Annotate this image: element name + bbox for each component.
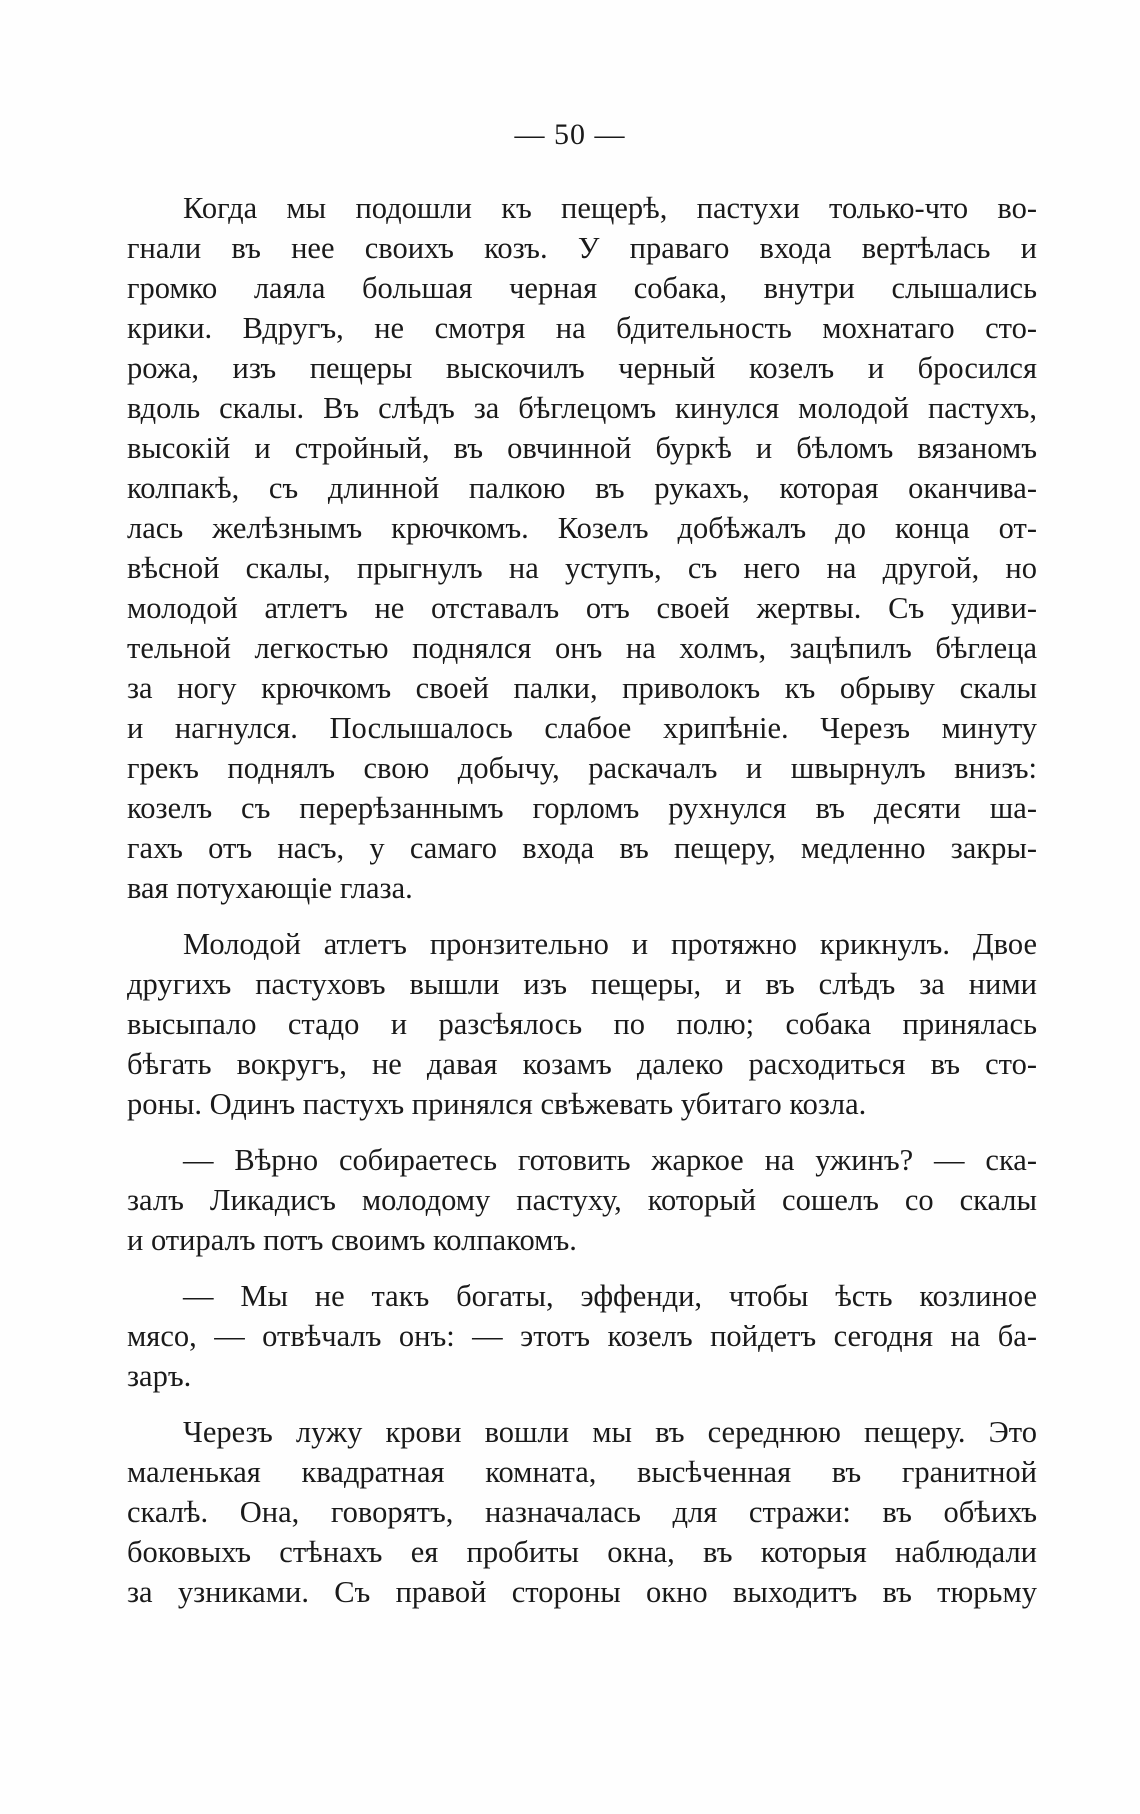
text-line: лась желѣзнымъ крючкомъ. Козелъ добѣжалъ до конца от- [127,511,1037,545]
body-text [127,188,1037,1612]
text-line: заръ. [127,1359,192,1393]
text-line: за узниками. Съ правой стороны окно выходитъ въ тюрьму [127,1575,1037,1609]
text-line: Черезъ лужу крови вошли мы въ середнюю пещеру. Это [183,1415,1037,1449]
text-line: гнали въ нее своихъ козъ. У праваго входа вертѣлась и [127,231,1037,265]
paragraph [127,1276,1037,1396]
text-line: — Вѣрно собираетесь готовить жаркое на ужинъ? — ска- [183,1143,1037,1177]
text-line: бѣгать вокругъ, не давая козамъ далеко расходиться въ сто- [127,1047,1037,1081]
text-line: залъ Ликадисъ молодому пастуху, который сошелъ со скалы [127,1183,1037,1217]
text-line: высыпало стадо и разсѣялось по полю; собака принялась [127,1007,1037,1041]
paragraph [127,1412,1037,1612]
text-line: боковыхъ стѣнахъ ея пробиты окна, въ которыя наблюдали [127,1535,1037,1569]
text-line: громко лаяла большая черная собака, внутри слышались [127,271,1037,305]
page-number: — 50 — [514,118,626,151]
paragraph [127,924,1037,1124]
text-line: скалѣ. Она, говорятъ, назначалась для стражи: въ обѣихъ [127,1495,1037,1529]
text-line: — Мы не такъ богаты, эффенди, чтобы ѣсть козлиное [183,1279,1037,1313]
text-line: маленькая квадратная комната, высѣченная въ гранитной [127,1455,1037,1489]
text-line: роны. Одинъ пастухъ принялся свѣжевать убитаго козла. [127,1087,867,1121]
text-line: Когда мы подошли къ пещерѣ, пастухи только-что во- [183,191,1037,225]
text-line: высокій и стройный, въ овчинной буркѣ и бѣломъ вязаномъ [127,431,1037,465]
text-line: грекъ поднялъ свою добычу, раскачалъ и швырнулъ внизъ: [127,751,1037,785]
text-line: за ногу крючкомъ своей палки, приволокъ къ обрыву скалы [127,671,1037,705]
text-line: рожа, изъ пещеры выскочилъ черный козелъ и бросился [127,351,1037,385]
text-line: мясо, — отвѣчалъ онъ: — этотъ козелъ пойдетъ сегодня на ба- [127,1319,1037,1353]
text-line: и нагнулся. Послышалось слабое хрипѣніе. Черезъ минуту [127,711,1037,745]
text-line: крики. Вдругъ, не смотря на бдительность мохнатаго сто- [127,311,1037,345]
text-line: тельной легкостью поднялся онъ на холмъ, зацѣпилъ бѣглеца [127,631,1037,665]
text-line: вдоль скалы. Въ слѣдъ за бѣглецомъ кинулся молодой пастухъ, [127,391,1037,425]
text-line: колпакѣ, съ длинной палкою въ рукахъ, которая оканчива- [127,471,1037,505]
text-line: молодой атлетъ не отставалъ отъ своей жертвы. Съ удиви- [127,591,1037,625]
text-line: и отиралъ потъ своимъ колпакомъ. [127,1223,577,1257]
text-line: козелъ съ перерѣзаннымъ горломъ рухнулся въ десяти ша- [127,791,1037,825]
text-line: другихъ пастуховъ вышли изъ пещеры, и въ слѣдъ за ними [127,967,1037,1001]
paragraph [127,1140,1037,1260]
text-line: Молодой атлетъ пронзительно и протяжно крикнулъ. Двое [183,927,1037,961]
paragraph [127,188,1037,908]
text-line: вѣсной скалы, прыгнулъ на уступъ, съ него на другой, но [127,551,1037,585]
text-line: вая потухающіе глаза. [127,871,413,905]
text-line: гахъ отъ насъ, у самаго входа въ пещеру, медленно закры- [127,831,1037,865]
